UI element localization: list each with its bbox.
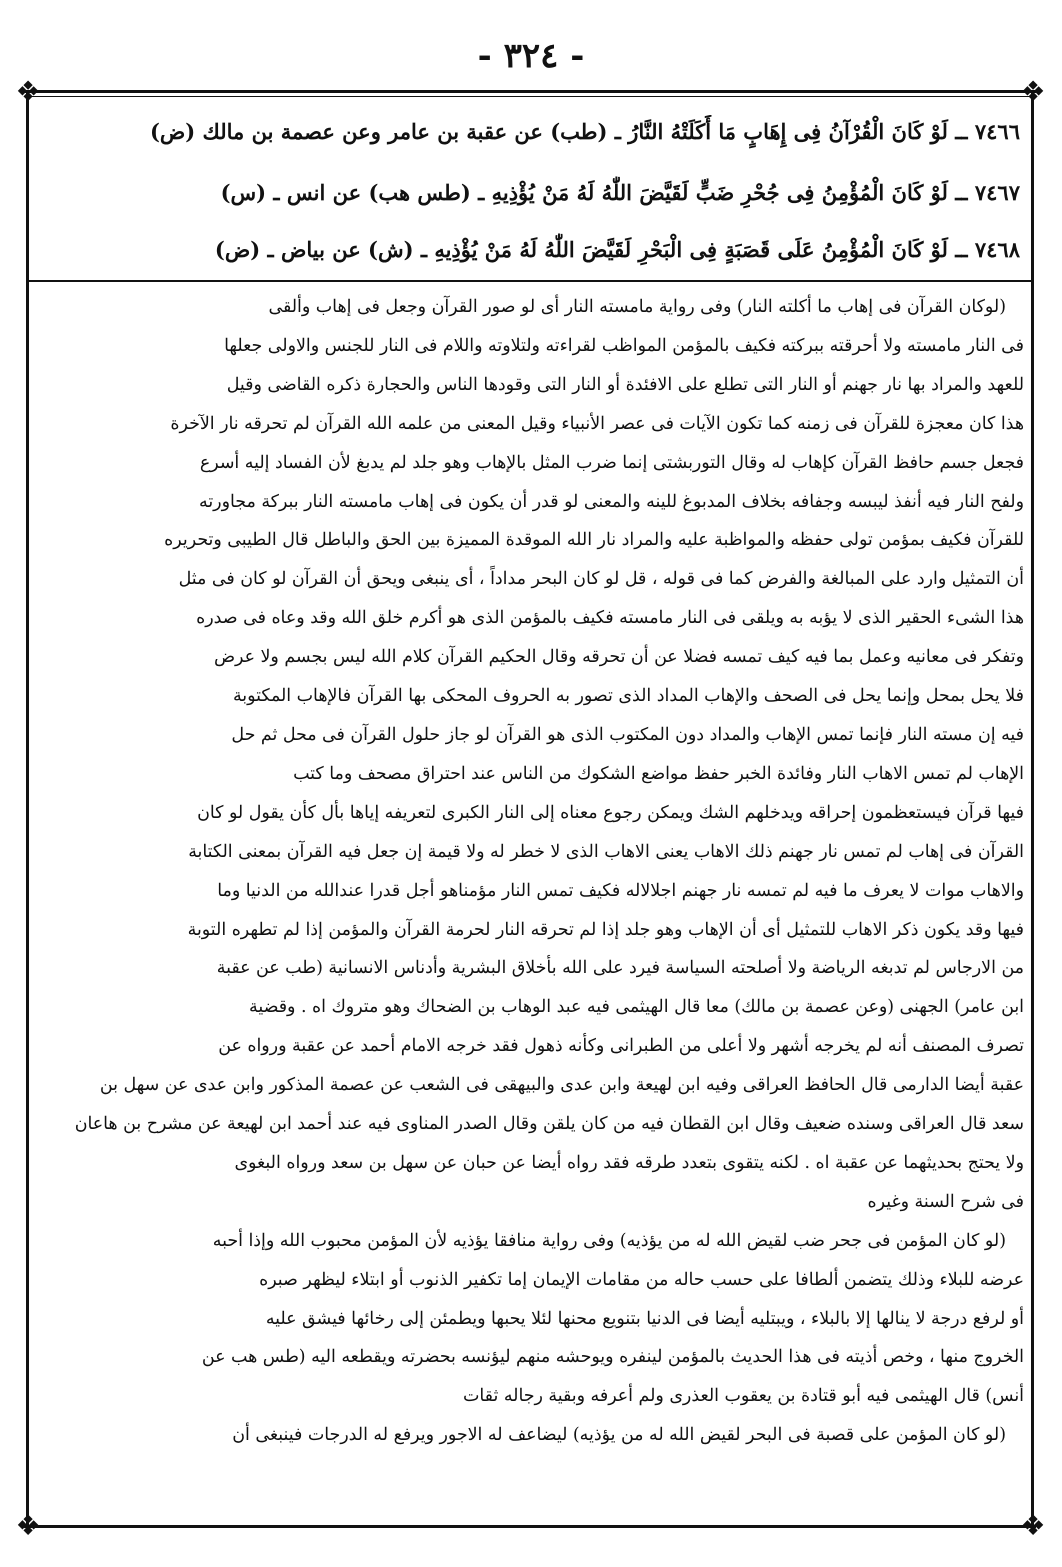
commentary-line: هذا كان معجزة للقرآن فى زمنه كما تكون الآيات فى عصر الأنبياء وقيل المعنى من علمه الله القرآن لم تحرقه نار الآخرة <box>170 413 1024 434</box>
commentary-line: (لو كان المؤمن فى جحر ضب لقيض الله له من يؤذيه) وفى رواية منافقا يؤذيه لأن المؤمن محبوب الله وإذا أحبه <box>212 1230 1006 1251</box>
hadith-text: لَوْ كَانَ الْمُؤْمِنُ عَلَى قَصَبَةٍ فِى الْبَحْرِ لَقَيَّضَ اللّٰهُ لَهُ مَنْ يُؤْذِيهِ ـ (ش) عن بياض ـ (ض) <box>214 237 948 262</box>
commentary-line: للقرآن فكيف بمؤمن تولى حفظه والمواظبة عليه والمراد نار الله الموقدة المميزة بين الحق والباطل قال الطيبى وتحريره <box>164 530 1024 551</box>
hadith-number: ٧٤٦٦ <box>974 119 1020 144</box>
commentary-line: هذا الشىء الحقير الذى لا يؤبه به ويلقى فى النار مامسته فكيف بالمؤمن الذى هو أكرم خلق الله وقد وعاه فى صدره <box>196 608 1024 629</box>
commentary-line: من الارجاس لم تدبغه الرياضة ولا أصلحته السياسة فيرد على الله بأخلاق البشرية وأدناس الانسانية (طب عن عقبة <box>216 958 1024 979</box>
commentary-line: سعد قال العراقى وسنده ضعيف وقال ابن القطان فيه من كان يلقن وقال الصدر المناوى فيه عند أحمد ابن لهيعة عن مشرح بن هاعان <box>74 1114 1024 1135</box>
commentary-line: القرآن فى إهاب لم تمس نار جهنم ذلك الاهاب يعنى الاهاب الذى لا خطر له ولا قيمة إن جعل فيه القرآن بمعنى الكتابة <box>188 841 1024 862</box>
page-number: - ٣٢٤ - <box>477 36 585 76</box>
commentary-line: فجعل جسم حافظ القرآن كإهاب له وقال التوربشتى إنما ضرب المثل بالإهاب وهو جلد لم يدبغ لأن الفساد إليه أسرع <box>199 452 1024 473</box>
commentary-line: ولا يحتج بحديثهما عن عقبة اه . لكنه يتقوى بتعدد طرقه فقد رواه أيضا عن حبان عن سهل بن سعد ورواه البغوى <box>234 1152 1024 1173</box>
hadith-text: لَوْ كَانَ الْمُؤْمِنُ فِى جُحْرِ ضَبٍّ لَقَيَّضَ اللّٰهُ لَهُ مَنْ يُؤْذِيهِ ـ (طس هب) عن انس ـ (س) <box>220 180 948 205</box>
hadith-line: ٧٤٦٦ ــ لَوْ كَانَ الْقُرْآنُ فِى إِهَابٍ مَا أَكَلَتْهُ النَّارُ ـ (طب) عن عقبة بن عامر وعن عصمة بن مالك (ض) <box>149 119 1020 144</box>
commentary-line: أو لرفع درجة لا ينالها إلا بالبلاء ، ويبتليه أيضا فى الدنيا بتنويع محنها لئلا يحبها ويطمئن إلى رخائها فيشق عليه <box>265 1308 1024 1329</box>
commentary-line: فى النار مامسته ولا أحرقته ببركته فكيف بالمؤمن المواظب لقراءته ولتلاوته واللام فى النار للجنس والاولى جعلها <box>224 335 1024 356</box>
frame-left-line <box>26 90 29 1530</box>
commentary-line: (لوكان القرآن فى إهاب ما أكلته النار) وفى رواية مامسته النار أى لو صور القرآن وجعل فى إهاب وألقى <box>268 297 1006 317</box>
commentary-line: فى شرح السنة وغيره <box>867 1191 1024 1212</box>
commentary-line: ولفح النار فيه أنفذ ليبسه وجفافه بخلاف المدبوغ للينه والمعنى لو قدر أن يكون فى إهاب مامسته النار ببركة مجاورته <box>199 491 1024 512</box>
commentary-line: فيها وقد يكون ذكر الاهاب للتمثيل أى أن الإهاب وهو جلد إذا لم تحرقه النار لحرمة القرآن والمؤمن إذا لم تطهره التوبة <box>187 919 1024 940</box>
commentary-line: عرضه للبلاء وذلك يتضمن ألطافا على حسب حاله من مقامات الإيمان إما تكفير الذنوب أو ابتلاء ليظهر صبره <box>259 1269 1024 1290</box>
commentary-line: فيها قرآن فيستعظمون إحراقه ويدخلهم الشك ويمكن رجوع معناه إلى النار الكبرى لتعريفه إياها بأل كأن يقول لو كان <box>197 802 1024 823</box>
hadith-number: ٧٤٦٧ <box>974 180 1020 205</box>
commentary-body <box>40 288 1024 1455</box>
frame-top-line <box>24 90 1036 93</box>
frame-bottom-line <box>24 1525 1036 1528</box>
commentary-line: الخروج منها ، وخص أذيته فى هذا الحديث بالمؤمن لينفره ويوحشه منهم ليؤنسه بحضرته ويقطعه اليه (طس هب عن <box>201 1347 1024 1368</box>
commentary-line: الإهاب لم تمس الاهاب النار وفائدة الخبر حفظ مواضع الشكوك من الناس عند احتراق مصحف وما كتب <box>293 763 1024 784</box>
commentary-line: فيه إن مسته النار فإنما تمس الإهاب والمداد دون المكتوب الذى هو القرآن لو جاز حلول القرآن فى محل ثم حل <box>231 724 1024 745</box>
corner-ornament-icon: ❖ <box>1020 75 1046 108</box>
commentary-line: عقبة أيضا الدارمى قال الحافظ العراقى وفيه ابن لهيعة وابن عدى والبيهقى فى الشعب عن عصمة المذكور وابن عدى عن سهل بن <box>99 1075 1024 1096</box>
frame-top-line-inner <box>24 96 1036 97</box>
corner-ornament-icon: ❖ <box>1020 1509 1046 1542</box>
commentary-line: (لو كان المؤمن على قصبة فى البحر لقيض الله له من يؤذيه) ليضاعف له الاجور ويرفع له الدرجات فينبغى أن <box>232 1425 1006 1446</box>
hadith-number: ٧٤٦٨ <box>974 237 1020 262</box>
hadith-line: ٧٤٦٨ ــ لَوْ كَانَ الْمُؤْمِنُ عَلَى قَصَبَةٍ فِى الْبَحْرِ لَقَيَّضَ اللّٰهُ لَهُ مَنْ يُؤْذِيهِ ـ (ش) عن بياض ـ (ض) <box>214 237 1020 262</box>
commentary-line: أن التمثيل وارد على المبالغة والفرض كما فى قوله ، قل لو كان البحر مداداً ، أى ينبغى ويحق أن القرآن لو كان فى مثل <box>178 569 1024 590</box>
commentary-line: أنس) قال الهيثمى فيه أبو قتادة بن يعقوب العذرى ولم أعرفه وبقية رجاله ثقات <box>462 1386 1024 1407</box>
commentary-line: ابن عامر) الجهنى (وعن عصمة بن مالك) معا قال الهيثمى فيه عبد الوهاب بن الضحاك وهو متروك اه . وقضية <box>249 997 1024 1018</box>
frame-right-line <box>1031 90 1034 1530</box>
hadith-line: ٧٤٦٧ ــ لَوْ كَانَ الْمُؤْمِنُ فِى جُحْرِ ضَبٍّ لَقَيَّضَ اللّٰهُ لَهُ مَنْ يُؤْذِيهِ ـ (طس هب) عن انس ـ (س) <box>220 180 1020 205</box>
corner-ornament-icon: ❖ <box>15 75 41 108</box>
commentary-line: والاهاب موات لا يعرف ما فيه لم تمسه نار جهنم اجلالاله فكيف تمس النار مؤمناهو أجل قدرا عندالله من الدنيا وما <box>217 880 1024 901</box>
commentary-line: للعهد والمراد بها نار جهنم أو النار التى تطلع على الافئدة أو النار التى وقودها الناس والحجارة ذكره القاضى وقيل <box>226 374 1024 395</box>
commentary-line: فلا يحل بمحل وإنما يحل فى الصحف والإهاب المداد الذى تصور به الحروف المحكى بها القرآن فالإهاب المكتوبة <box>232 686 1024 707</box>
corner-ornament-icon: ❖ <box>15 1509 41 1542</box>
commentary-line: وتفكر فى معانيه وعمل بما فيه كيف تمسه فضلا عن أن تحرقه وقال الحكيم القرآن كلام الله ليس بجسم ولا عرض <box>213 647 1024 668</box>
header-divider <box>28 280 1032 282</box>
hadith-text: لَوْ كَانَ الْقُرْآنُ فِى إِهَابٍ مَا أَكَلَتْهُ النَّارُ ـ (طب) عن عقبة بن عامر وعن عصمة بن مالك (ض) <box>149 119 948 144</box>
commentary-line: تصرف المصنف أنه لم يخرجه أشهر ولا أعلى من الطبرانى وكأنه ذهول فقد خرجه الامام أحمد عن عقبة ورواه عن <box>218 1036 1024 1057</box>
